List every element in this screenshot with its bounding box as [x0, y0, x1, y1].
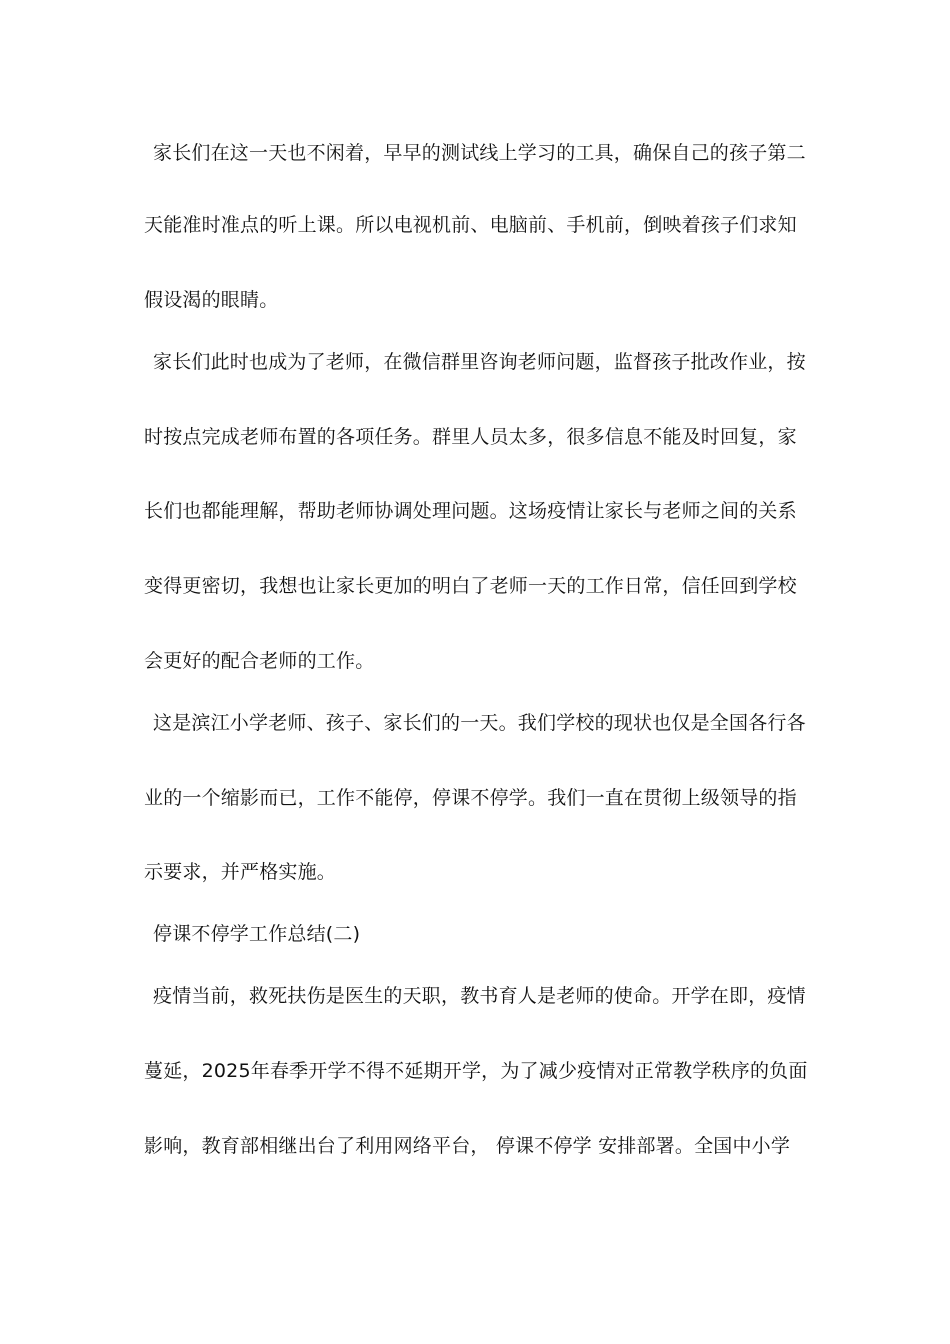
paragraph-2-line-1: 家长们此时也成为了老师，在微信群里咨询老师问题，监督孩子批改作业，按	[153, 351, 806, 373]
paragraph-1-line-2: 天能准时准点的听上课。所以电视机前、电脑前、手机前，倒映着孩子们求知	[144, 214, 797, 236]
paragraph-3-line-1: 这是滨江小学老师、孩子、家长们的一天。我们学校的现状也仅是全国各行各	[153, 712, 806, 734]
section-heading: 停课不停学工作总结(二)	[153, 923, 361, 945]
paragraph-2-line-4: 变得更密切，我想也让家长更加的明白了老师一天的工作日常，信任回到学校	[144, 575, 797, 597]
paragraph-4-line-1: 疫情当前，救死扶伤是医生的天职，教书育人是老师的使命。开学在即，疫情	[153, 985, 806, 1007]
paragraph-1-line-3: 假设渴的眼睛。	[144, 289, 279, 311]
paragraph-2-line-5: 会更好的配合老师的工作。	[144, 650, 375, 672]
paragraph-2-line-2: 时按点完成老师布置的各项任务。群里人员太多，很多信息不能及时回复，家	[144, 426, 797, 448]
paragraph-1-line-1: 家长们在这一天也不闲着，早早的测试线上学习的工具，确保自己的孩子第二	[153, 142, 806, 164]
paragraph-3-line-2: 业的一个缩影而已，工作不能停，停课不停学。我们一直在贯彻上级领导的指	[144, 787, 797, 809]
paragraph-3-line-3: 示要求，并严格实施。	[144, 861, 337, 883]
paragraph-4-line-3: 影响，教育部相继出台了利用网络平台， 停课不停学 安排部署。全国中小学	[144, 1135, 791, 1157]
paragraph-2-line-3: 长们也都能理解，帮助老师协调处理问题。这场疫情让家长与老师之间的关系	[144, 500, 797, 522]
paragraph-4-line-2: 蔓延，2025年春季开学不得不延期开学，为了减少疫情对正常教学秩序的负面	[144, 1060, 808, 1082]
